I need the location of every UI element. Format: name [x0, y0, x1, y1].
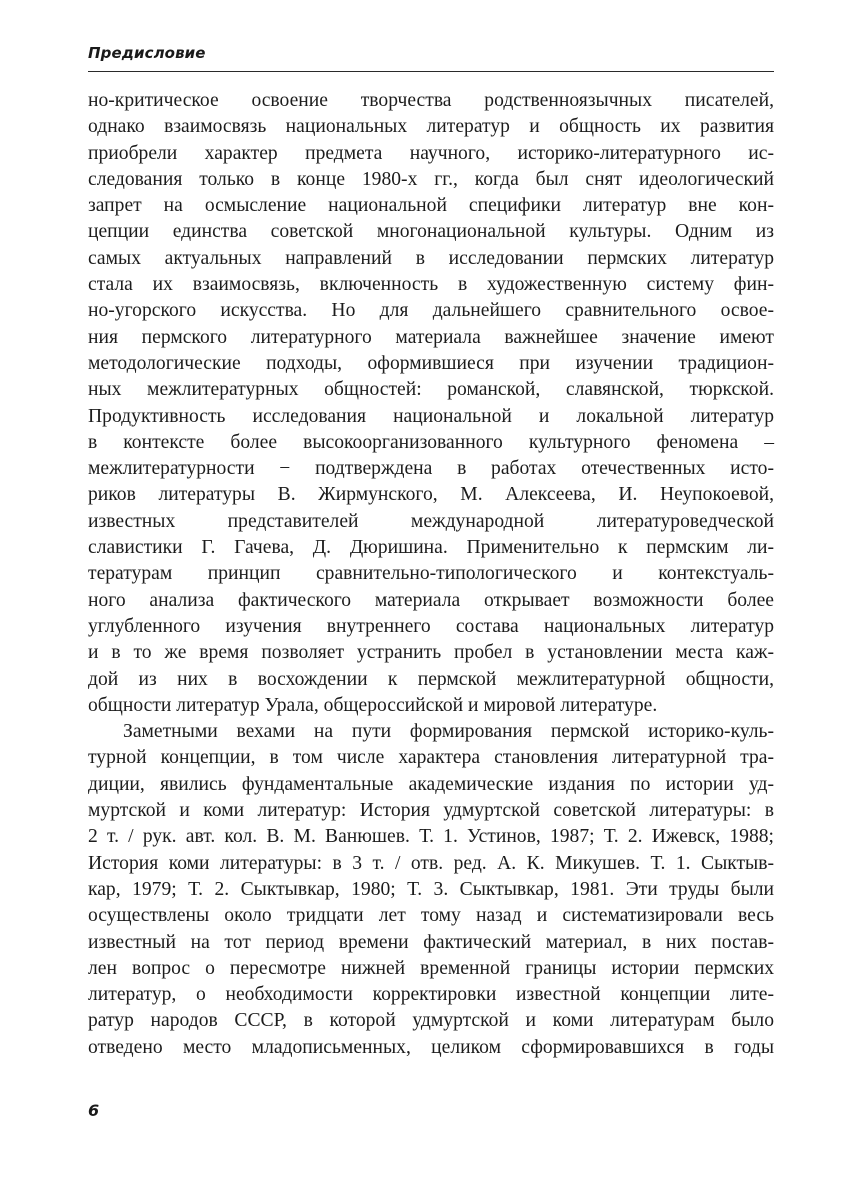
body-text — [88, 88, 774, 1061]
text-line: известных представителей международной литературоведческой — [88, 510, 774, 532]
text-line: ных межлитературных общностей: романской, славянской, тюркской. — [88, 379, 774, 401]
text-line: 2 т. / рук. авт. кол. В. М. Ванюшев. Т. 1. Устинов, 1987; Т. 2. Ижевск, 1988; — [88, 826, 774, 848]
text-line: методологические подходы, оформившиеся при изучении традицион- — [88, 352, 774, 374]
running-head-title: Предисловие — [88, 44, 206, 62]
text-line: но-критическое освоение творчества родственноязычных писателей, — [88, 90, 774, 111]
text-line: славистики Г. Гачева, Д. Дюришина. Применительно к пермским ли- — [88, 537, 774, 559]
text-line: дой из них в восхождении к пермской межлитературной общности, — [88, 668, 774, 690]
text-line: литератур, о необходимости корректировки известной концепции лите- — [88, 984, 774, 1006]
text-line: однако взаимосвязь национальных литератур и общность их развития — [88, 116, 774, 138]
text-line: в контексте более высокоорганизованного культурного феномена – — [88, 431, 774, 453]
text-line: муртской и коми литератур: История удмуртской советской литературы: в — [88, 800, 774, 822]
page-number: 6 — [88, 1101, 100, 1120]
text-line: межлитературности − подтверждена в работах отечественных исто- — [88, 458, 774, 480]
text-line: цепции единства советской многонациональной культуры. Одним из — [88, 221, 774, 243]
text-line: Продуктивность исследования национальной и локальной литератур — [88, 405, 774, 427]
text-line: отведено место младописьменных, целиком сформировавшихся в годы — [88, 1036, 774, 1058]
text-line: приобрели характер предмета научного, историко-литературного ис- — [88, 142, 774, 164]
paragraph — [88, 719, 774, 1061]
text-line: лен вопрос о пересмотре нижней временной границы истории пермских — [88, 957, 774, 979]
text-line: углубленного изучения внутреннего состава национальных литератур — [88, 615, 774, 637]
text-line: ного анализа фактического материала открывает возможности более — [88, 589, 774, 611]
text-line: ния пермского литературного материала важнейшее значение имеют — [88, 326, 774, 348]
paragraph — [88, 88, 774, 719]
text-line: стала их взаимосвязь, включенность в художественную систему фин- — [88, 274, 774, 296]
text-line: общности литератур Урала, общероссийской и мировой литературе. — [88, 694, 658, 716]
text-line: Заметными вехами на пути формирования пермской историко-куль- — [123, 721, 774, 743]
text-line: диции, явились фундаментальные академические издания по истории уд- — [88, 773, 774, 795]
text-line: риков литературы В. Жирмунского, М. Алексеева, И. Неупокоевой, — [88, 484, 774, 506]
text-line: История коми литературы: в 3 т. / отв. ред. А. К. Микушев. Т. 1. Сыктыв- — [88, 852, 774, 874]
text-line: известный на тот период времени фактический материал, в них постав- — [88, 931, 774, 953]
text-line: самых актуальных направлений в исследовании пермских литератур — [88, 247, 774, 269]
text-line: запрет на осмысление национальной специфики литератур вне кон- — [88, 195, 774, 217]
text-line: осуществлены около тридцати лет тому назад и систематизировали весь — [88, 905, 774, 927]
text-line: следования только в конце 1980-х гг., когда был снят идеологический — [88, 168, 774, 190]
header-rule — [88, 71, 774, 72]
text-line: турной концепции, в том числе характера становления литературной тра- — [88, 747, 774, 769]
text-line: ратур народов СССР, в которой удмуртской и коми литературам было — [88, 1010, 774, 1032]
text-line: и в то же время позволяет устранить пробел в установлении места каж- — [88, 642, 774, 664]
text-line: но-угорского искусства. Но для дальнейшего сравнительного освое- — [88, 300, 774, 322]
text-line: кар, 1979; Т. 2. Сыктывкар, 1980; Т. 3. Сыктывкар, 1981. Эти труды были — [88, 878, 774, 900]
text-line: тературам принцип сравнительно-типологического и контекстуаль- — [88, 563, 774, 585]
